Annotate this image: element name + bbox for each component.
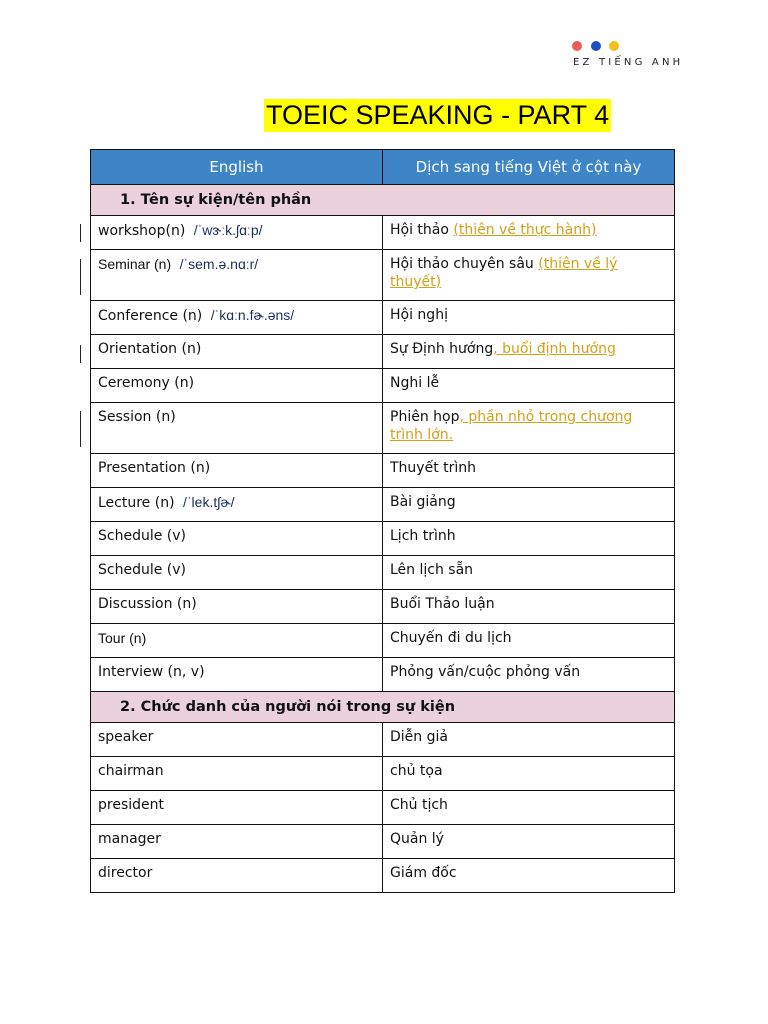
table-row bbox=[91, 757, 675, 791]
english-term: speaker bbox=[98, 729, 154, 745]
english-cell bbox=[91, 556, 383, 590]
english-cell bbox=[91, 658, 383, 692]
translation-text: Lên lịch sẵn bbox=[390, 562, 474, 578]
translation-text: Diễn giả bbox=[390, 729, 448, 745]
translation-cell bbox=[383, 556, 675, 590]
table-row bbox=[91, 216, 675, 250]
english-term: Lecture (n) bbox=[98, 495, 175, 511]
english-term: Schedule (v) bbox=[98, 528, 186, 544]
table-row bbox=[91, 590, 675, 624]
translation-text: Bài giảng bbox=[390, 494, 456, 510]
logo-dot-red bbox=[572, 41, 582, 51]
table-row bbox=[91, 859, 675, 893]
table-row bbox=[91, 624, 675, 658]
translation-cell bbox=[383, 488, 675, 522]
margin-mark bbox=[80, 411, 81, 447]
ipa-transcription: /ˈwɝːk.ʃɑːp/ bbox=[193, 222, 263, 238]
english-cell bbox=[91, 791, 383, 825]
translation-text: Chuyến đi du lịch bbox=[390, 630, 512, 646]
english-cell bbox=[91, 624, 383, 658]
table-row bbox=[91, 301, 675, 335]
section-heading: 1. Tên sự kiện/tên phần bbox=[91, 185, 675, 216]
english-term: Ceremony (n) bbox=[98, 375, 195, 391]
table-row bbox=[91, 454, 675, 488]
vocabulary-table bbox=[90, 149, 675, 893]
table-row bbox=[91, 791, 675, 825]
translation-text: Hội nghị bbox=[390, 307, 448, 323]
table-header-row bbox=[91, 150, 675, 185]
english-cell bbox=[91, 590, 383, 624]
english-term: chairman bbox=[98, 763, 164, 779]
translation-text: chủ tọa bbox=[390, 763, 443, 779]
english-cell bbox=[91, 250, 383, 301]
translation-text: Sự Định hướng bbox=[390, 341, 494, 357]
translation-text: Giám đốc bbox=[390, 865, 457, 881]
table-row bbox=[91, 556, 675, 590]
page-title: TOEIC SPEAKING - PART 4 bbox=[266, 100, 610, 130]
section-header-row bbox=[91, 185, 675, 216]
english-term: Session (n) bbox=[98, 409, 176, 425]
english-cell bbox=[91, 454, 383, 488]
section-header-row bbox=[91, 692, 675, 723]
translation-text: Hội thảo chuyên sâu bbox=[390, 256, 539, 272]
translation-cell bbox=[383, 250, 675, 301]
table-row bbox=[91, 369, 675, 403]
ipa-transcription: /ˈkɑːn.fɚ.əns/ bbox=[210, 307, 295, 323]
header-english: English bbox=[91, 150, 383, 185]
translation-cell bbox=[383, 658, 675, 692]
translation-text: Quản lý bbox=[390, 831, 444, 847]
table-row bbox=[91, 723, 675, 757]
translation-text: Phiên họp bbox=[390, 409, 460, 425]
translation-cell bbox=[383, 757, 675, 791]
english-cell bbox=[91, 757, 383, 791]
english-term: workshop(n) bbox=[98, 223, 186, 239]
table-row bbox=[91, 403, 675, 454]
translation-cell bbox=[383, 522, 675, 556]
english-term: Seminar (n) bbox=[98, 256, 172, 272]
translation-text: Nghi lễ bbox=[390, 375, 440, 391]
english-term: Presentation (n) bbox=[98, 460, 211, 476]
table-row bbox=[91, 658, 675, 692]
translation-cell bbox=[383, 723, 675, 757]
english-term: manager bbox=[98, 831, 161, 847]
margin-mark bbox=[80, 259, 81, 295]
translation-cell bbox=[383, 369, 675, 403]
english-term: Discussion (n) bbox=[98, 596, 197, 612]
translation-note: (thiên về thực hành) bbox=[453, 222, 597, 238]
translation-note: (thiên về lý thuyết) bbox=[390, 256, 618, 290]
english-term: Schedule (v) bbox=[98, 562, 186, 578]
translation-cell bbox=[383, 403, 675, 454]
english-cell bbox=[91, 301, 383, 335]
translation-text: Phỏng vấn/cuộc phỏng vấn bbox=[390, 664, 581, 680]
table-row bbox=[91, 522, 675, 556]
ipa-transcription: /ˈlek.tʃɚ/ bbox=[183, 494, 235, 510]
translation-cell bbox=[383, 791, 675, 825]
translation-text: Chủ tịch bbox=[390, 797, 448, 813]
english-cell bbox=[91, 723, 383, 757]
margin-mark bbox=[80, 345, 81, 363]
translation-text: Hội thảo bbox=[390, 222, 454, 238]
section-heading: 2. Chức danh của người nói trong sự kiện bbox=[91, 692, 675, 723]
english-term: president bbox=[98, 797, 164, 813]
translation-text: Buổi Thảo luận bbox=[390, 596, 495, 612]
translation-cell bbox=[383, 590, 675, 624]
english-cell bbox=[91, 825, 383, 859]
margin-mark bbox=[80, 224, 81, 242]
ipa-transcription: /ˈsem.ə.nɑːr/ bbox=[179, 256, 259, 272]
header-translation: Dịch sang tiếng Việt ở cột này bbox=[383, 150, 675, 185]
translation-text: Thuyết trình bbox=[390, 460, 477, 476]
table-row bbox=[91, 250, 675, 301]
translation-text: Lịch trình bbox=[390, 528, 456, 544]
translation-cell bbox=[383, 454, 675, 488]
english-term: Conference (n) bbox=[98, 308, 203, 324]
translation-cell bbox=[383, 825, 675, 859]
translation-note: , phần nhỏ trong chương trình lớn. bbox=[390, 409, 633, 443]
table-row bbox=[91, 825, 675, 859]
english-cell bbox=[91, 369, 383, 403]
translation-cell bbox=[383, 216, 675, 250]
translation-cell bbox=[383, 624, 675, 658]
table-row bbox=[91, 335, 675, 369]
english-cell bbox=[91, 216, 383, 250]
english-term: Orientation (n) bbox=[98, 341, 202, 357]
translation-cell bbox=[383, 859, 675, 893]
translation-note: , buổi định hướng bbox=[493, 341, 616, 357]
english-cell bbox=[91, 522, 383, 556]
table-row bbox=[91, 488, 675, 522]
english-term: Tour (n) bbox=[98, 630, 147, 646]
logo-dot-blue bbox=[591, 41, 601, 51]
translation-cell bbox=[383, 335, 675, 369]
translation-cell bbox=[383, 301, 675, 335]
english-cell bbox=[91, 488, 383, 522]
logo-dot-yellow bbox=[609, 41, 619, 51]
english-cell bbox=[91, 859, 383, 893]
english-cell bbox=[91, 335, 383, 369]
english-term: director bbox=[98, 865, 153, 881]
english-cell bbox=[91, 403, 383, 454]
brand-logo bbox=[572, 40, 702, 72]
english-term: Interview (n, v) bbox=[98, 664, 205, 680]
logo-text: EZ TIẾNG ANH bbox=[573, 57, 684, 68]
